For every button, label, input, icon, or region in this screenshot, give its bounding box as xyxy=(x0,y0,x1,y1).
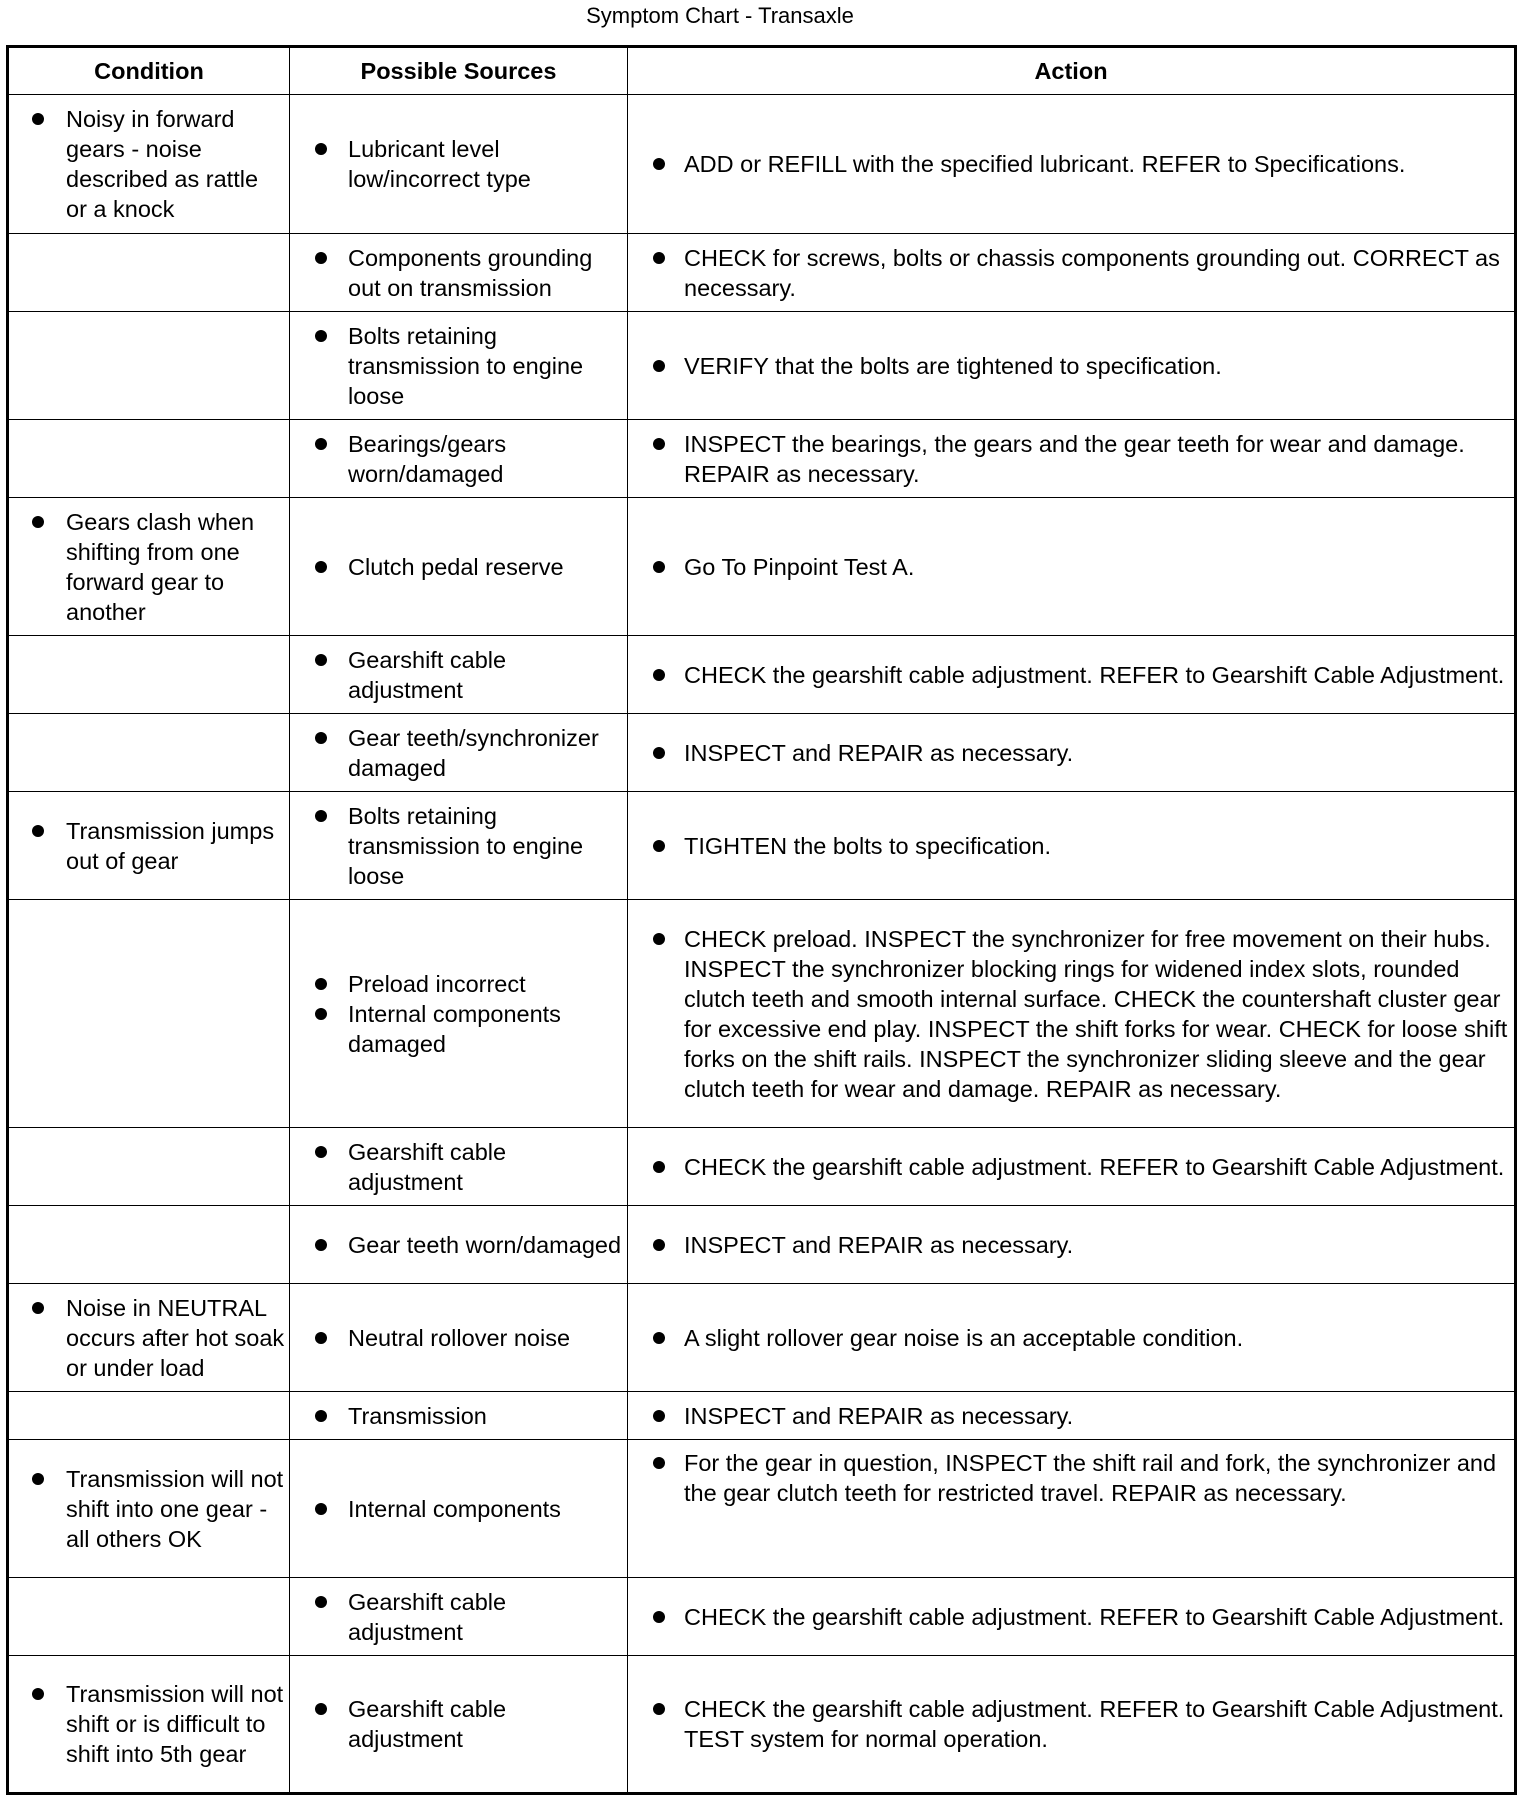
source-list xyxy=(290,1323,627,1353)
action-item xyxy=(628,738,1514,768)
table-row xyxy=(8,792,1516,900)
table-row xyxy=(8,1440,1516,1578)
table-row xyxy=(8,312,1516,420)
possible-sources-cell xyxy=(290,312,628,420)
source-text: Internal components damaged xyxy=(348,1000,561,1057)
bullet-icon xyxy=(315,1332,327,1344)
source-list xyxy=(290,1230,627,1260)
source-item xyxy=(290,1230,627,1260)
action-item xyxy=(628,149,1514,179)
condition-item xyxy=(9,1679,289,1769)
action-cell xyxy=(628,1440,1516,1578)
source-item xyxy=(290,1694,627,1754)
action-cell xyxy=(628,95,1516,234)
source-text: Bolts retaining transmission to engine loose xyxy=(348,802,584,889)
action-cell xyxy=(628,498,1516,636)
action-list xyxy=(628,351,1514,381)
source-item xyxy=(290,429,627,489)
condition-cell xyxy=(8,1206,290,1284)
action-text: INSPECT and REPAIR as necessary. xyxy=(684,1231,1074,1258)
bullet-icon xyxy=(32,1473,44,1485)
source-item xyxy=(290,999,627,1059)
source-text: Transmission xyxy=(348,1402,487,1429)
source-text: Gear teeth worn/damaged xyxy=(348,1231,622,1258)
action-item xyxy=(628,1602,1514,1632)
page-title: Symptom Chart - Transaxle xyxy=(586,3,854,28)
source-text: Gearshift cable adjustment xyxy=(348,1588,507,1645)
table-row xyxy=(8,95,1516,234)
condition-text: Noise in NEUTRAL occurs after hot soak or under load xyxy=(66,1294,285,1381)
source-item xyxy=(290,645,627,705)
condition-cell xyxy=(8,714,290,792)
action-text: ADD or REFILL with the specified lubricant. REFER to Specifications. xyxy=(684,151,1406,177)
bullet-icon xyxy=(653,252,665,264)
source-text: Gearshift cable adjustment xyxy=(348,1696,507,1752)
possible-sources-cell xyxy=(290,420,628,498)
source-item xyxy=(290,321,627,411)
possible-sources-cell xyxy=(290,1656,628,1794)
action-cell xyxy=(628,1206,1516,1284)
action-text: TIGHTEN the bolts to specification. xyxy=(684,832,1052,859)
condition-cell xyxy=(8,1578,290,1656)
source-text: Bolts retaining transmission to engine loose xyxy=(348,322,584,409)
table-row xyxy=(8,714,1516,792)
action-cell xyxy=(628,714,1516,792)
source-list xyxy=(290,801,627,891)
source-list xyxy=(290,552,627,582)
bullet-icon xyxy=(653,1611,665,1623)
bullet-icon xyxy=(315,1596,327,1608)
bullet-icon xyxy=(315,252,327,264)
table-row xyxy=(8,1392,1516,1440)
table-row xyxy=(8,1578,1516,1656)
bullet-icon xyxy=(32,1688,44,1700)
action-list xyxy=(628,1694,1514,1754)
action-text: Go To Pinpoint Test A. xyxy=(684,553,915,580)
condition-cell xyxy=(8,1128,290,1206)
source-item xyxy=(290,1323,627,1353)
possible-sources-cell xyxy=(290,1440,628,1578)
condition-item xyxy=(9,1293,289,1383)
bullet-icon xyxy=(315,330,327,342)
table-row xyxy=(8,1284,1516,1392)
bullet-icon xyxy=(315,654,327,666)
bullet-icon xyxy=(315,1146,327,1158)
possible-sources-cell xyxy=(290,1284,628,1392)
condition-item xyxy=(9,1464,289,1554)
action-cell xyxy=(628,1128,1516,1206)
header-possible-sources: Possible Sources xyxy=(290,47,628,95)
header-row xyxy=(8,47,1516,95)
bullet-icon xyxy=(32,1302,44,1314)
bullet-icon xyxy=(653,1457,665,1469)
bullet-icon xyxy=(653,561,665,573)
source-list xyxy=(290,134,627,194)
condition-cell xyxy=(8,1392,290,1440)
action-list xyxy=(628,738,1514,768)
condition-list xyxy=(9,1679,289,1769)
source-item xyxy=(290,801,627,891)
source-item xyxy=(290,243,627,303)
condition-item xyxy=(9,507,289,627)
possible-sources-cell xyxy=(290,900,628,1128)
action-text: A slight rollover gear noise is an acceptable condition. xyxy=(684,1324,1244,1351)
action-list xyxy=(628,1230,1514,1260)
table-row xyxy=(8,1656,1516,1794)
action-list xyxy=(628,1401,1514,1431)
bullet-icon xyxy=(315,1008,327,1020)
source-list xyxy=(290,429,627,489)
action-item xyxy=(628,429,1514,489)
source-text: Clutch pedal reserve xyxy=(348,553,564,580)
bullet-icon xyxy=(32,516,44,528)
condition-cell xyxy=(8,1440,290,1578)
action-text: CHECK the gearshift cable adjustment. REFER to Gearshift Cable Adjustment. xyxy=(684,661,1505,688)
bullet-icon xyxy=(653,1332,665,1344)
bullet-icon xyxy=(315,561,327,573)
source-text: Bearings/gears worn/damaged xyxy=(348,430,507,487)
table-row xyxy=(8,1128,1516,1206)
action-item xyxy=(628,924,1514,1104)
action-text: For the gear in question, INSPECT the shift rail and fork, the synchronizer and the gear clutch teeth for restricted travel. REPAIR as necessary. xyxy=(684,1450,1497,1506)
bullet-icon xyxy=(32,825,44,837)
source-list xyxy=(290,243,627,303)
possible-sources-cell xyxy=(290,1206,628,1284)
action-text: CHECK for screws, bolts or chassis components grounding out. CORRECT as necessary. xyxy=(684,244,1500,301)
bullet-icon xyxy=(653,747,665,759)
action-text: INSPECT and REPAIR as necessary. xyxy=(684,739,1074,766)
header-action: Action xyxy=(628,47,1516,95)
bullet-icon xyxy=(315,438,327,450)
action-item xyxy=(628,1152,1514,1182)
source-text: Lubricant level low/incorrect type xyxy=(348,136,531,192)
condition-cell xyxy=(8,498,290,636)
action-list xyxy=(628,1152,1514,1182)
action-list xyxy=(628,831,1514,861)
condition-cell xyxy=(8,420,290,498)
condition-list xyxy=(9,104,289,224)
action-text: CHECK preload. INSPECT the synchronizer for free movement on their hubs. INSPECT the synchronizer blocking rings for widened index slots, rounded clutch teeth and smooth internal surface. CHECK the countershaft cluster gear for excessive end play. INSPECT the shift forks for wear. CHECK for loose shift forks on the shift rails. INSPECT the synchronizer sliding sleeve and the gear clutch teeth for wear and damage. REPAIR as necessary. xyxy=(684,925,1508,1102)
condition-cell xyxy=(8,95,290,234)
action-list xyxy=(628,1602,1514,1632)
bullet-icon xyxy=(653,1239,665,1251)
condition-list xyxy=(9,1464,289,1554)
bullet-icon xyxy=(653,360,665,372)
possible-sources-cell xyxy=(290,792,628,900)
bullet-icon xyxy=(32,113,44,125)
possible-sources-cell xyxy=(290,636,628,714)
source-list xyxy=(290,969,627,1059)
source-list xyxy=(290,1694,627,1754)
condition-cell xyxy=(8,1284,290,1392)
condition-cell xyxy=(8,900,290,1128)
bullet-icon xyxy=(653,1410,665,1422)
condition-text: Noisy in forward gears - noise described as rattle or a knock xyxy=(66,106,259,222)
source-list xyxy=(290,1401,627,1431)
source-item xyxy=(290,552,627,582)
action-cell xyxy=(628,636,1516,714)
source-text: Gearshift cable adjustment xyxy=(348,646,507,703)
table-row xyxy=(8,498,1516,636)
condition-list xyxy=(9,816,289,876)
bullet-icon xyxy=(653,1161,665,1173)
chart-body xyxy=(8,95,1516,1794)
source-list xyxy=(290,1137,627,1197)
action-item xyxy=(628,1323,1514,1353)
action-list xyxy=(628,1323,1514,1353)
symptom-chart-table xyxy=(6,45,1517,1795)
table-row xyxy=(8,1206,1516,1284)
source-text: Neutral rollover noise xyxy=(348,1324,571,1351)
source-text: Gear teeth/synchronizer damaged xyxy=(348,724,599,781)
condition-text: Transmission will not shift into one gear - all others OK xyxy=(66,1465,284,1552)
action-list xyxy=(628,924,1514,1104)
action-text: CHECK the gearshift cable adjustment. REFER to Gearshift Cable Adjustment. xyxy=(684,1153,1505,1180)
condition-item xyxy=(9,816,289,876)
action-list xyxy=(628,149,1514,179)
action-list xyxy=(628,429,1514,489)
table-row xyxy=(8,636,1516,714)
action-item xyxy=(628,552,1514,582)
source-text: Preload incorrect xyxy=(348,970,526,997)
condition-cell xyxy=(8,312,290,420)
source-list xyxy=(290,1587,627,1647)
action-list xyxy=(628,243,1514,303)
possible-sources-cell xyxy=(290,1128,628,1206)
source-text: Components grounding out on transmission xyxy=(348,244,593,301)
source-text: Gearshift cable adjustment xyxy=(348,1138,507,1195)
bullet-icon xyxy=(315,810,327,822)
action-cell xyxy=(628,234,1516,312)
action-item xyxy=(628,351,1514,381)
source-item xyxy=(290,1587,627,1647)
possible-sources-cell xyxy=(290,234,628,312)
source-item xyxy=(290,1494,627,1524)
action-item xyxy=(628,243,1514,303)
table-row xyxy=(8,420,1516,498)
action-item xyxy=(628,831,1514,861)
action-cell xyxy=(628,1578,1516,1656)
action-text: INSPECT the bearings, the gears and the gear teeth for wear and damage. REPAIR as necessary. xyxy=(684,430,1465,487)
action-cell xyxy=(628,900,1516,1128)
bullet-icon xyxy=(653,840,665,852)
source-item xyxy=(290,969,627,999)
bullet-icon xyxy=(315,732,327,744)
source-item xyxy=(290,1401,627,1431)
source-item xyxy=(290,134,627,194)
action-item xyxy=(628,1230,1514,1260)
bullet-icon xyxy=(653,438,665,450)
possible-sources-cell xyxy=(290,95,628,234)
bullet-icon xyxy=(315,143,327,155)
header-condition: Condition xyxy=(8,47,290,95)
bullet-icon xyxy=(653,669,665,681)
action-text: VERIFY that the bolts are tightened to specification. xyxy=(684,352,1222,379)
table-row xyxy=(8,900,1516,1128)
source-item xyxy=(290,723,627,783)
bullet-icon xyxy=(653,933,665,945)
action-item xyxy=(628,1401,1514,1431)
action-item xyxy=(628,1448,1514,1508)
action-cell xyxy=(628,312,1516,420)
condition-item xyxy=(9,104,289,224)
action-cell xyxy=(628,420,1516,498)
source-list xyxy=(290,723,627,783)
action-cell xyxy=(628,1392,1516,1440)
action-text: CHECK the gearshift cable adjustment. REFER to Gearshift Cable Adjustment. TEST system for normal operation. xyxy=(684,1696,1505,1752)
condition-cell xyxy=(8,1656,290,1794)
action-text: INSPECT and REPAIR as necessary. xyxy=(684,1402,1074,1429)
bullet-icon xyxy=(315,1410,327,1422)
table-row xyxy=(8,234,1516,312)
bullet-icon xyxy=(315,1503,327,1515)
source-item xyxy=(290,1137,627,1197)
bullet-icon xyxy=(653,158,665,170)
possible-sources-cell xyxy=(290,498,628,636)
condition-list xyxy=(9,1293,289,1383)
source-text: Internal components xyxy=(348,1495,561,1522)
condition-cell xyxy=(8,636,290,714)
action-list xyxy=(628,1448,1514,1508)
action-list xyxy=(628,660,1514,690)
action-item xyxy=(628,660,1514,690)
bullet-icon xyxy=(315,978,327,990)
possible-sources-cell xyxy=(290,1578,628,1656)
condition-list xyxy=(9,507,289,627)
condition-cell xyxy=(8,234,290,312)
action-cell xyxy=(628,1656,1516,1794)
bullet-icon xyxy=(315,1239,327,1251)
condition-text: Transmission jumps out of gear xyxy=(66,817,275,874)
condition-cell xyxy=(8,792,290,900)
condition-text: Gears clash when shifting from one forward gear to another xyxy=(66,508,255,625)
source-list xyxy=(290,1494,627,1524)
action-cell xyxy=(628,1284,1516,1392)
bullet-icon xyxy=(653,1703,665,1715)
source-list xyxy=(290,645,627,705)
source-list xyxy=(290,321,627,411)
possible-sources-cell xyxy=(290,714,628,792)
possible-sources-cell xyxy=(290,1392,628,1440)
condition-text: Transmission will not shift or is difficult to shift into 5th gear xyxy=(66,1681,284,1767)
action-list xyxy=(628,552,1514,582)
action-text: CHECK the gearshift cable adjustment. REFER to Gearshift Cable Adjustment. xyxy=(684,1603,1505,1630)
bullet-icon xyxy=(315,1703,327,1715)
action-item xyxy=(628,1694,1514,1754)
action-cell xyxy=(628,792,1516,900)
